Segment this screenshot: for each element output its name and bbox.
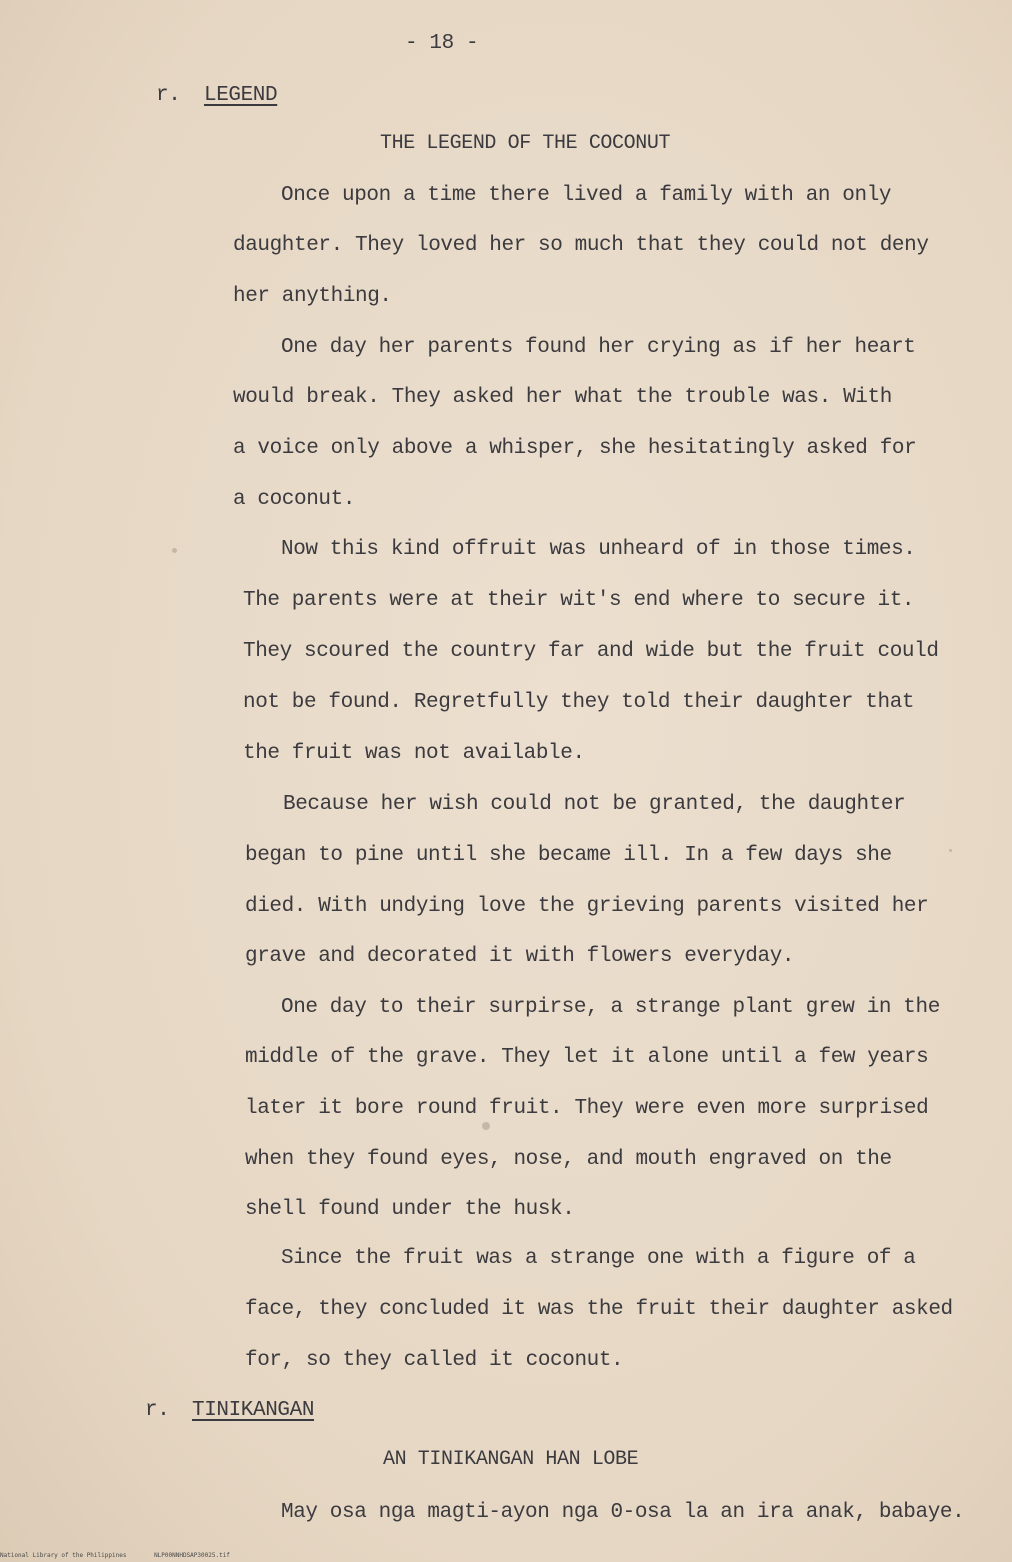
text-line: a voice only above a whisper, she hesitatingly asked for — [233, 437, 917, 460]
scan-footer — [0, 1552, 254, 1560]
text-line: would break. They asked her what the trouble was. With — [233, 386, 892, 409]
text-line: They scoured the country far and wide but the fruit could — [243, 640, 939, 663]
paper-speck — [172, 548, 177, 553]
text-line: later it bore round fruit. They were even more surprised — [245, 1097, 929, 1120]
text-line: grave and decorated it with flowers everyday. — [245, 945, 795, 968]
text-line: died. With undying love the grieving parents visited her — [245, 895, 929, 918]
page-number: - 18 - — [405, 32, 479, 55]
text-line: The parents were at their wit's end where to secure it. — [243, 589, 915, 612]
text-line: Because her wish could not be granted, the daughter — [283, 793, 906, 816]
section-label: r. — [145, 1399, 170, 1422]
text-line: Now this kind offruit was unheard of in those times. — [281, 538, 916, 561]
footer-library: National Library of the Philippines — [0, 1552, 127, 1559]
text-line: One day her parents found her crying as if her heart — [281, 336, 916, 359]
text-line: a coconut. — [233, 488, 356, 511]
text-line: One day to their surpirse, a strange plant grew in the — [281, 996, 940, 1019]
footer-file: NLP00NNHDSAP30025.tif — [154, 1552, 230, 1559]
text-line: daughter. They loved her so much that they could not deny — [233, 234, 929, 257]
text-line: May osa nga magti-ayon nga 0-osa la an ira anak, babaye. — [281, 1501, 965, 1524]
text-line: Once upon a time there lived a family with an only — [281, 184, 892, 207]
text-line: Since the fruit was a strange one with a figure of a — [281, 1247, 916, 1270]
text-line: began to pine until she became ill. In a few days she — [245, 844, 892, 867]
second-story-title: AN TINIKANGAN HAN LOBE — [383, 1448, 639, 1471]
text-line: her anything. — [233, 285, 392, 308]
paper-speck — [482, 1122, 490, 1130]
paper-speck — [949, 849, 952, 852]
section-heading-legend: LEGEND — [204, 84, 278, 107]
text-line: not be found. Regretfully they told their daughter that — [243, 691, 915, 714]
text-line: shell found under the husk. — [245, 1198, 575, 1221]
text-line: face, they concluded it was the fruit their daughter asked — [245, 1298, 953, 1321]
section-heading-tinikangan: TINIKANGAN — [192, 1399, 315, 1422]
story-title: THE LEGEND OF THE COCONUT — [380, 132, 671, 155]
text-line: the fruit was not available. — [243, 742, 585, 765]
text-line: middle of the grave. They let it alone until a few years — [245, 1046, 929, 1069]
text-line: when they found eyes, nose, and mouth engraved on the — [245, 1148, 892, 1171]
text-line: for, so they called it coconut. — [245, 1349, 624, 1372]
section-label: r. — [156, 84, 181, 107]
